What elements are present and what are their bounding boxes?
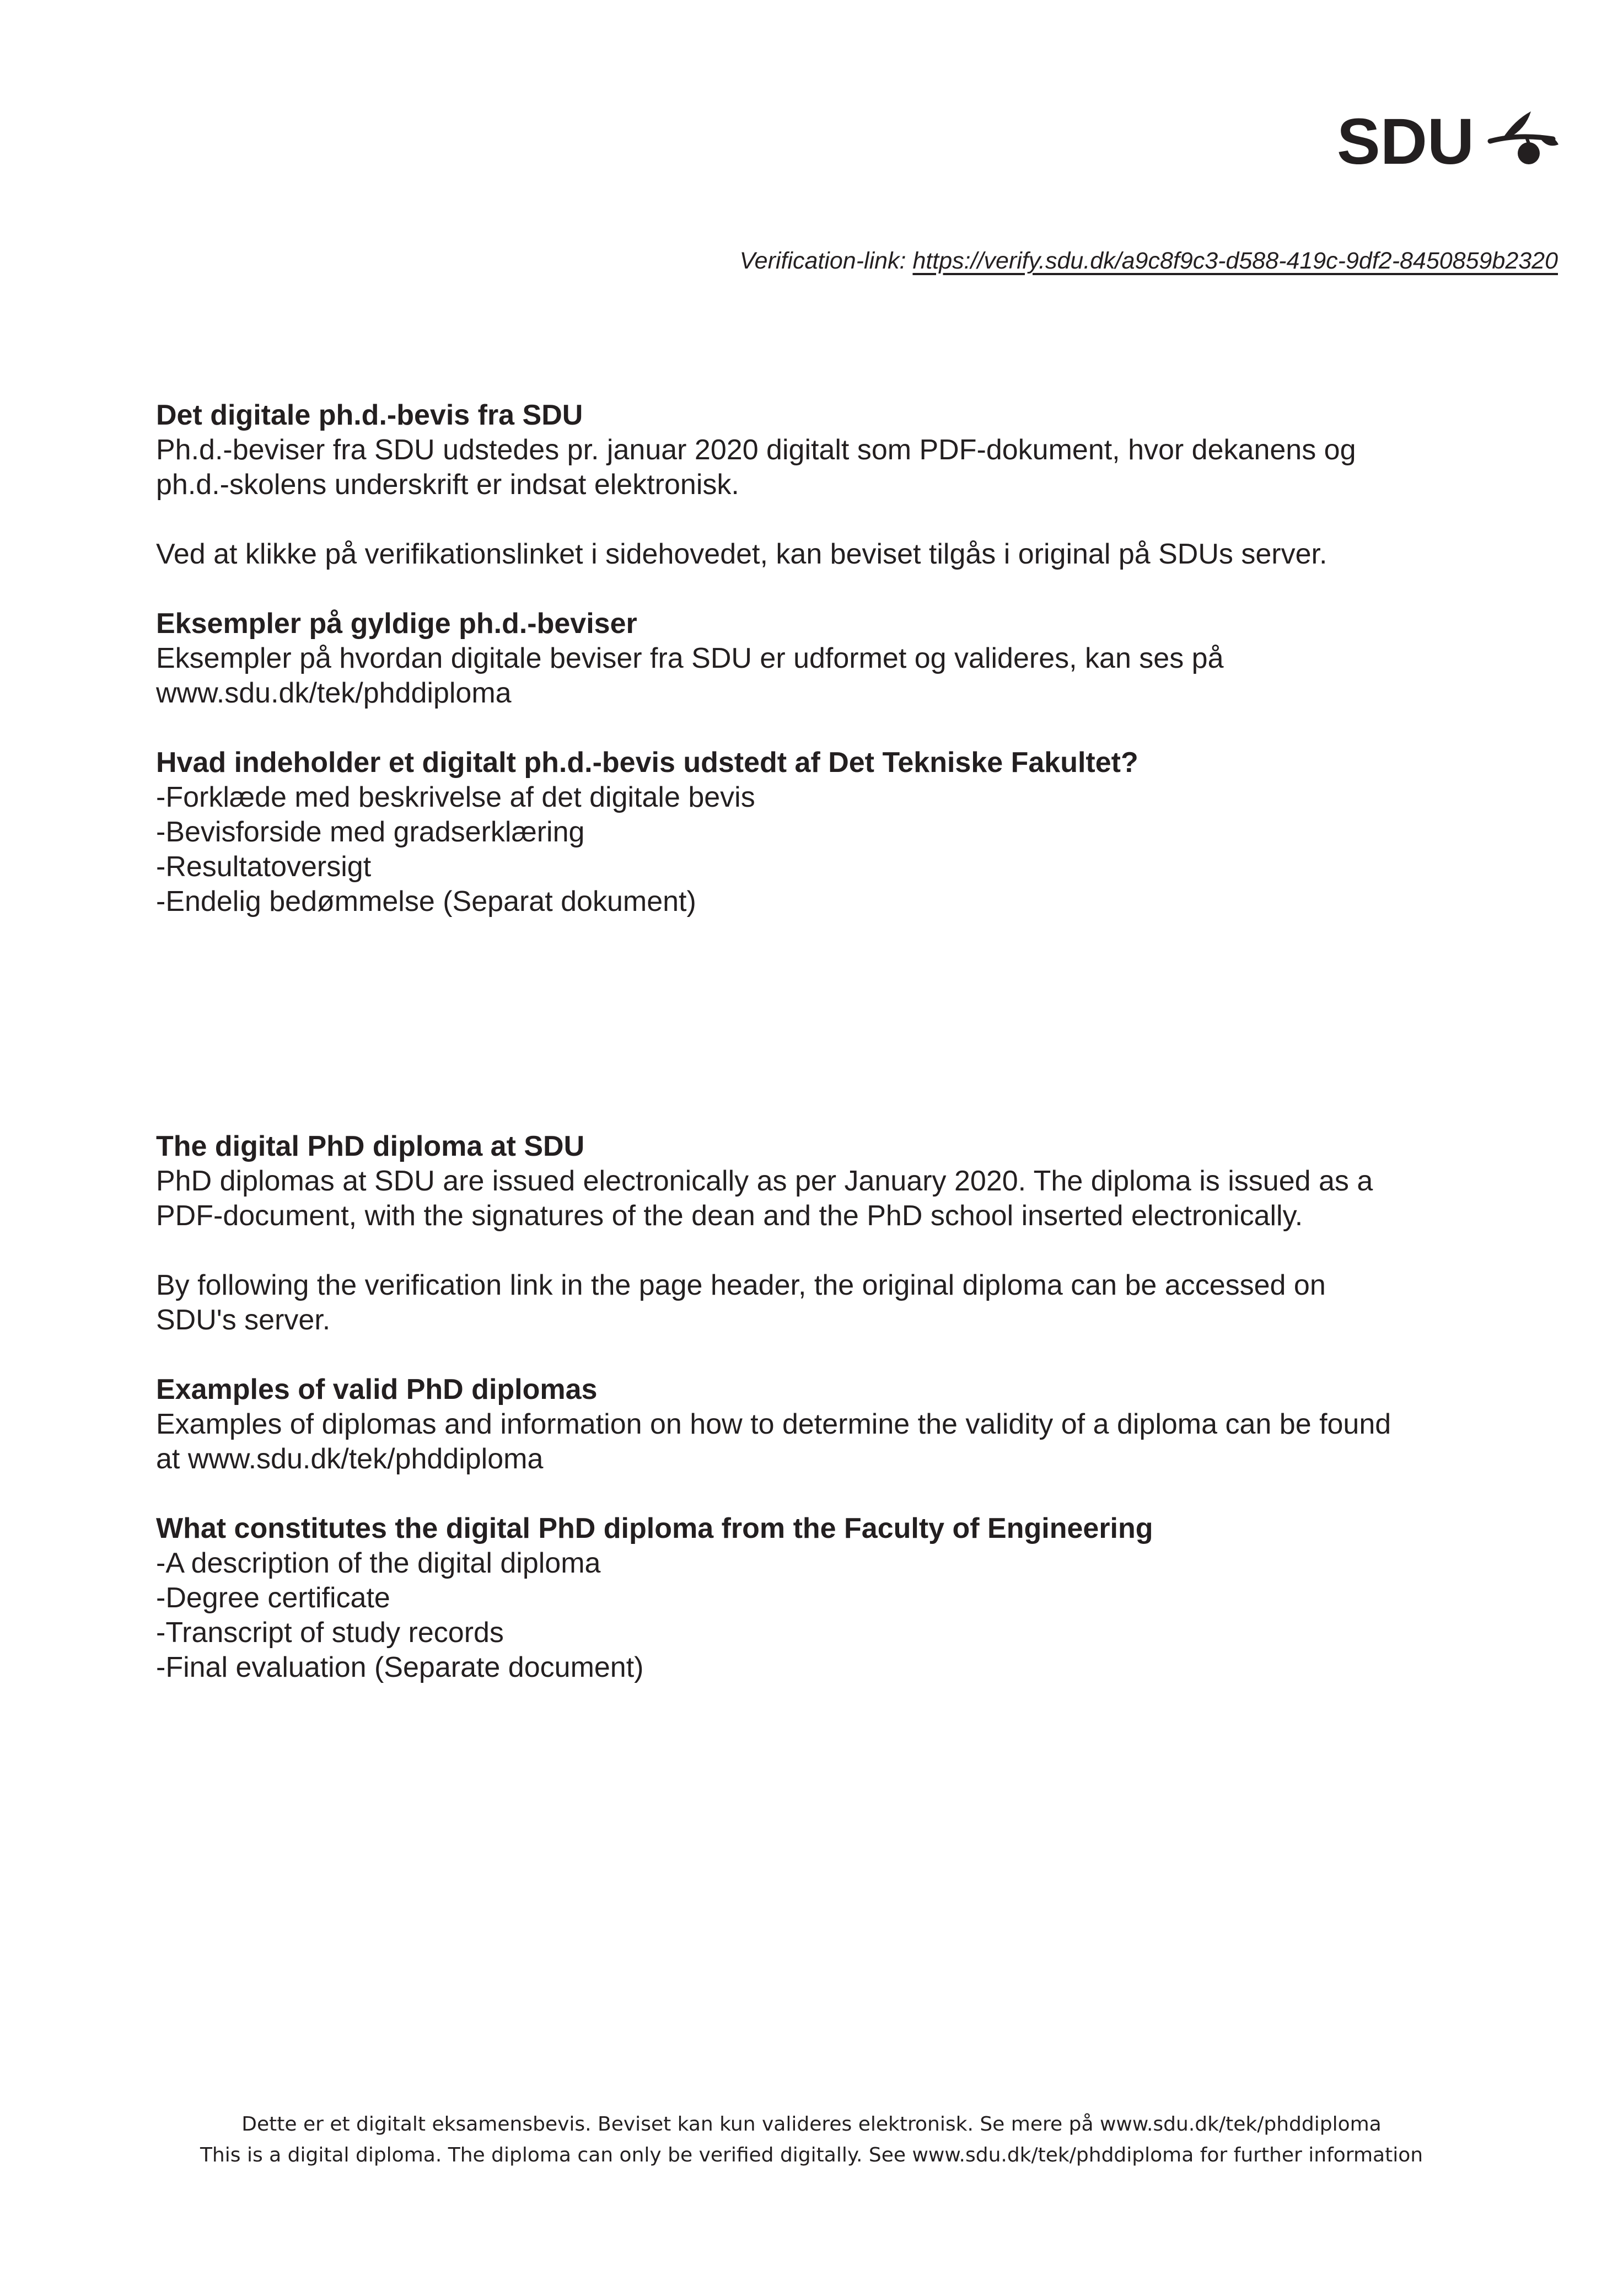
danish-section2-line1: Eksempler på hvordan digitale beviser fra SDU er udformet og valideres, kan ses på	[156, 642, 1224, 674]
verification-link[interactable]: https://verify.sdu.dk/a9c8f9c3-d588-419c-9df2-8450859b2320	[912, 248, 1558, 274]
verification-label: Verification-link:	[739, 248, 906, 274]
danish-section2-title: Eksempler på gyldige ph.d.-beviser	[156, 608, 637, 640]
danish-section1-line2: ph.d.-skolens underskrift er indsat elektronisk.	[156, 469, 739, 501]
list-item: -Transcript of study records	[156, 1617, 504, 1649]
list-item: -Final evaluation (Separate document)	[156, 1651, 644, 1683]
english-verify-line2: SDU's server.	[156, 1304, 331, 1336]
footer-line-english: This is a digital diploma. The diploma can only be verified digitally. See www.sdu.dk/tek/phddiploma for further information	[200, 2144, 1423, 2166]
page-footer	[0, 2109, 1623, 2171]
english-section3-title: What constitutes the digital PhD diploma from the Faculty of Engineering	[156, 1512, 1153, 1544]
english-section2-title: Examples of valid PhD diplomas	[156, 1374, 598, 1406]
verification-line	[740, 247, 1558, 276]
english-section1-title: The digital PhD diploma at SDU	[156, 1130, 585, 1162]
list-item: -Endelig bedømmelse (Separat dokument)	[156, 886, 696, 918]
danish-section3-title: Hvad indeholder et digitalt ph.d.-bevis udstedt af Det Tekniske Fakultet?	[156, 747, 1138, 779]
list-item: -Degree certificate	[156, 1582, 390, 1614]
danish-section2-link: www.sdu.dk/tek/phddiploma	[156, 677, 512, 709]
english-section	[156, 1129, 1490, 1685]
list-item: -A description of the digital diploma	[156, 1547, 601, 1579]
english-verify-line1: By following the verification link in the page header, the original diploma can be accessed on	[156, 1269, 1326, 1301]
list-item: -Bevisforside med gradserklæring	[156, 816, 585, 848]
danish-section1-line1: Ph.d.-beviser fra SDU udstedes pr. januar 2020 digitalt som PDF-dokument, hvor dekanens og	[156, 434, 1356, 466]
english-section2-line2: at www.sdu.dk/tek/phddiploma	[156, 1443, 544, 1475]
sdu-logo	[1337, 105, 1563, 176]
english-section1-line1: PhD diplomas at SDU are issued electronically as per January 2020. The diploma is issued as a	[156, 1165, 1373, 1197]
list-item: -Forklæde med beskrivelse af det digitale bevis	[156, 781, 755, 813]
sdu-logo-graphic	[1337, 105, 1563, 176]
sdu-logo-text: SDU	[1337, 105, 1475, 176]
english-section2-line1: Examples of diplomas and information on how to determine the validity of a diploma can be found	[156, 1408, 1391, 1440]
olive-branch-icon	[1490, 111, 1558, 164]
footer-line-danish: Dette er et digitalt eksamensbevis. Beviset kan kun valideres elektronisk. Se mere på www.sdu.dk/tek/phddiploma	[241, 2113, 1382, 2136]
danish-section1-title: Det digitale ph.d.-bevis fra SDU	[156, 399, 583, 431]
english-section1-line2: PDF-document, with the signatures of the dean and the PhD school inserted electronically.	[156, 1200, 1303, 1232]
danish-verify-line: Ved at klikke på verifikationslinket i sidehovedet, kan beviset tilgås i original på SDUs server.	[156, 538, 1328, 570]
list-item: -Resultatoversigt	[156, 851, 372, 883]
danish-section	[156, 398, 1490, 919]
